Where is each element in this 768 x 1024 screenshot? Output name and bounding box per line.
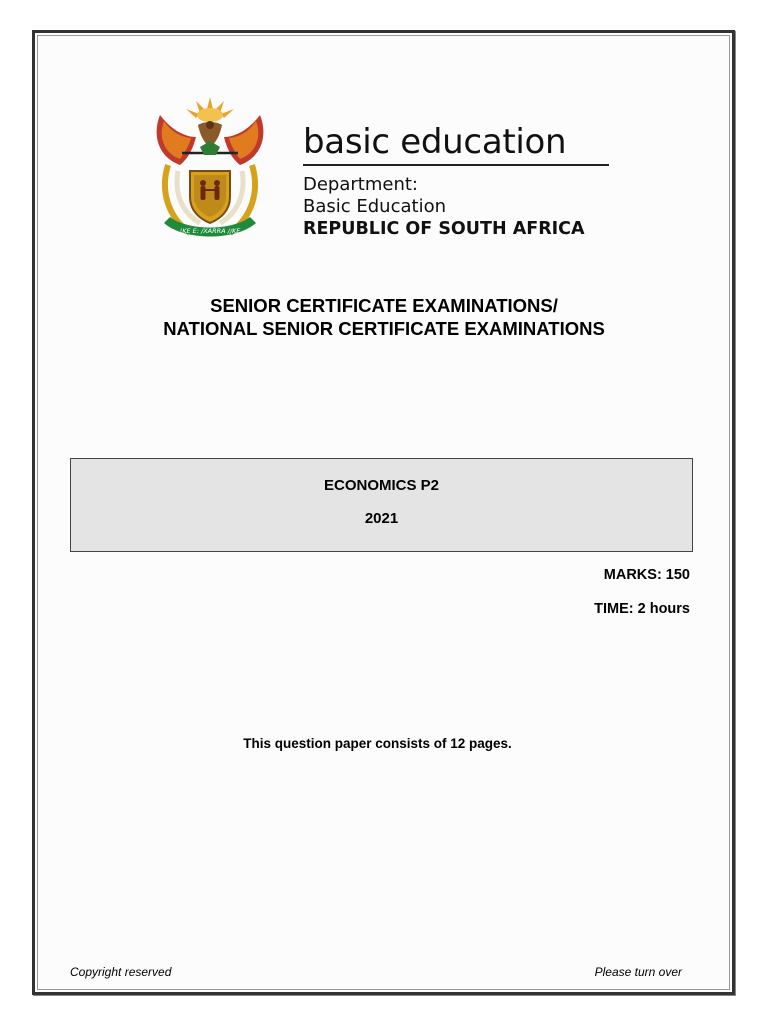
department-name: Basic Education <box>303 196 446 217</box>
brand-block <box>303 122 613 240</box>
footer-turn-over: Please turn over <box>594 965 682 979</box>
brand-divider <box>303 164 609 166</box>
marks-label: MARKS: 150 <box>603 567 690 583</box>
exam-heading <box>0 294 768 340</box>
exam-heading-line2: NATIONAL SENIOR CERTIFICATE EXAMINATIONS <box>163 318 605 339</box>
footer-copyright: Copyright reserved <box>70 965 172 979</box>
subject-box <box>70 458 693 552</box>
exam-year: 2021 <box>364 510 399 527</box>
subject-title: ECONOMICS P2 <box>323 477 440 494</box>
exam-heading-line1: SENIOR CERTIFICATE EXAMINATIONS/ <box>210 295 558 316</box>
brand-title: basic education <box>303 122 567 162</box>
time-label: TIME: 2 hours <box>594 601 690 617</box>
department-label: Department: <box>303 174 418 195</box>
logo-motto: !KE E: /XARRA //KE <box>179 227 241 235</box>
south-africa-coat-of-arms-icon <box>150 95 270 245</box>
pages-note: This question paper consists of 12 pages. <box>243 736 512 751</box>
country-name: REPUBLIC OF SOUTH AFRICA <box>303 219 585 239</box>
